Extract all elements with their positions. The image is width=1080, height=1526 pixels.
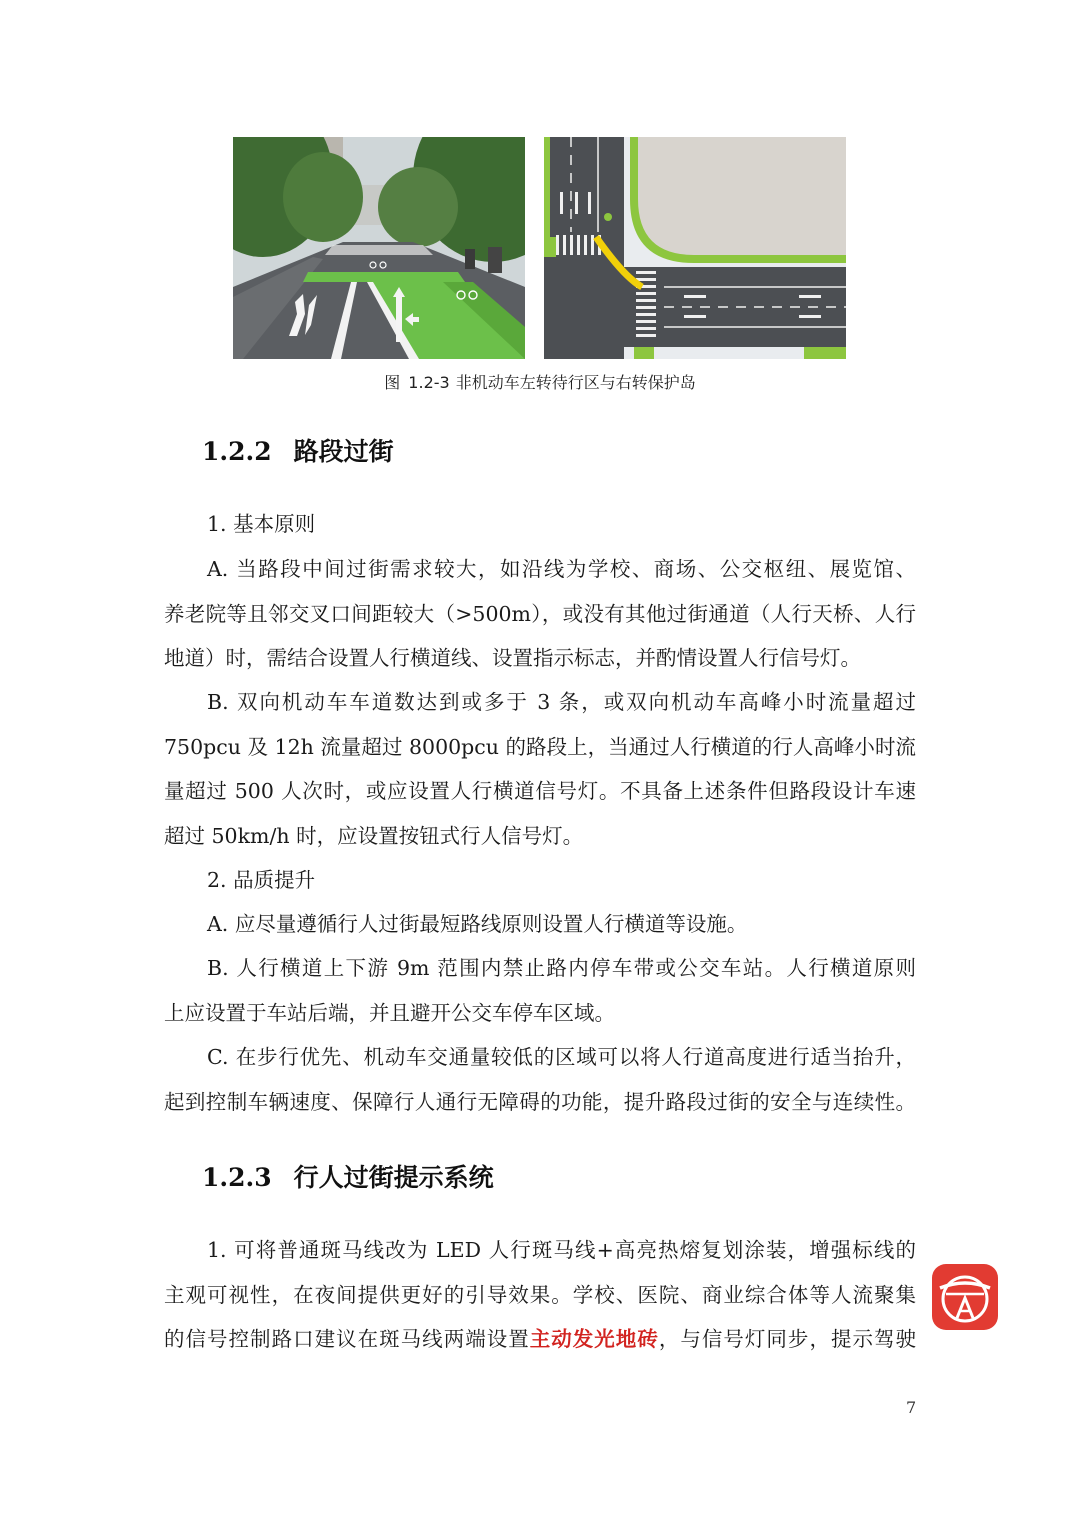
paragraph-line: 超过 50km/h 时，应设置按钮式行人信号灯。 (164, 823, 584, 848)
section-number: 1.2.3 (202, 1163, 272, 1192)
paragraph-line: C. 在步行优先、机动车交通量较低的区域可以将人行道高度进行适当抬升， (207, 1045, 916, 1069)
paragraph-2c (164, 1035, 916, 1124)
paragraph-line: B. 人行横道上下游 9m 范围内禁止路内停车带或公交车站。人行横道原则 (207, 956, 916, 980)
highlight-text: 主动发光地砖 (529, 1327, 659, 1351)
section-heading-1-2-3 (202, 1158, 494, 1194)
paragraph-line: 主观可视性，在夜间提供更好的引导效果。学校、医院、商业综合体等人流聚集 (164, 1282, 916, 1307)
caption-prefix: 图 (384, 373, 401, 392)
paragraph-line: 地道）时，需结合设置人行横道线、设置指示标志，并酌情设置人行信号灯。 (164, 646, 861, 670)
paragraph-2b (164, 946, 916, 1035)
paragraph-2a: A. 应尽量遵循行人过街最短路线原则设置人行横道等设施。 (207, 912, 748, 936)
plan-diagram-right-turn-island (544, 137, 846, 359)
paragraph-b (164, 680, 916, 858)
paragraph-line: A. 当路段中间过街需求较大，如沿线为学校、商场、公交枢纽、展览馆、 (207, 557, 916, 581)
paragraph-line: 1. 可将普通斑马线改为 LED 人行斑马线+高亮热熔复划涂装，增强标线的 (207, 1238, 916, 1262)
logo-icon (932, 1264, 998, 1330)
page-number: 7 (906, 1398, 917, 1417)
paragraph-line: 750pcu 及 12h 流量超过 8000pcu 的路段上，当通过人行横道的行人高峰小时流 (164, 734, 916, 759)
subheading-basic-principles: 1. 基本原则 (207, 512, 316, 536)
paragraph-line: B. 双向机动车车道数达到或多于 3 条，或双向机动车高峰小时流量超过 (207, 690, 916, 714)
paragraph-line: 养老院等且邻交叉口间距较大（>500m），或没有其他过街通道（人行天桥、人行 (164, 601, 916, 626)
caption-text: 非机动车左转待行区与右转保护岛 (455, 373, 696, 392)
paragraph-a (164, 547, 916, 681)
figure-caption (0, 370, 1080, 393)
section-heading-1-2-2 (202, 432, 394, 468)
publisher-logo (932, 1264, 998, 1330)
paragraph-line: 上应设置于车站后端，并且避开公交车停车区域。 (164, 1000, 615, 1025)
paragraph-123-1 (164, 1228, 916, 1362)
section-title: 行人过街提示系统 (293, 1163, 494, 1192)
caption-number: 1.2-3 (408, 373, 450, 392)
section-number: 1.2.2 (202, 437, 272, 466)
street-photo-bike-waiting-area (233, 137, 525, 359)
paragraph-line: 起到控制车辆速度、保障行人通行无障碍的功能，提升路段过街的安全与连续性。 (164, 1089, 916, 1114)
paragraph-line: 的信号控制路口建议在斑马线两端设置主动发光地砖，与信号灯同步，提示驾驶 (164, 1327, 917, 1351)
subheading-quality-improvement: 2. 品质提升 (207, 868, 316, 892)
paragraph-line: 量超过 500 人次时，或应设置人行横道信号灯。不具备上述条件但路段设计车速 (164, 779, 916, 803)
section-title: 路段过街 (293, 437, 394, 466)
figure-images (233, 137, 846, 359)
